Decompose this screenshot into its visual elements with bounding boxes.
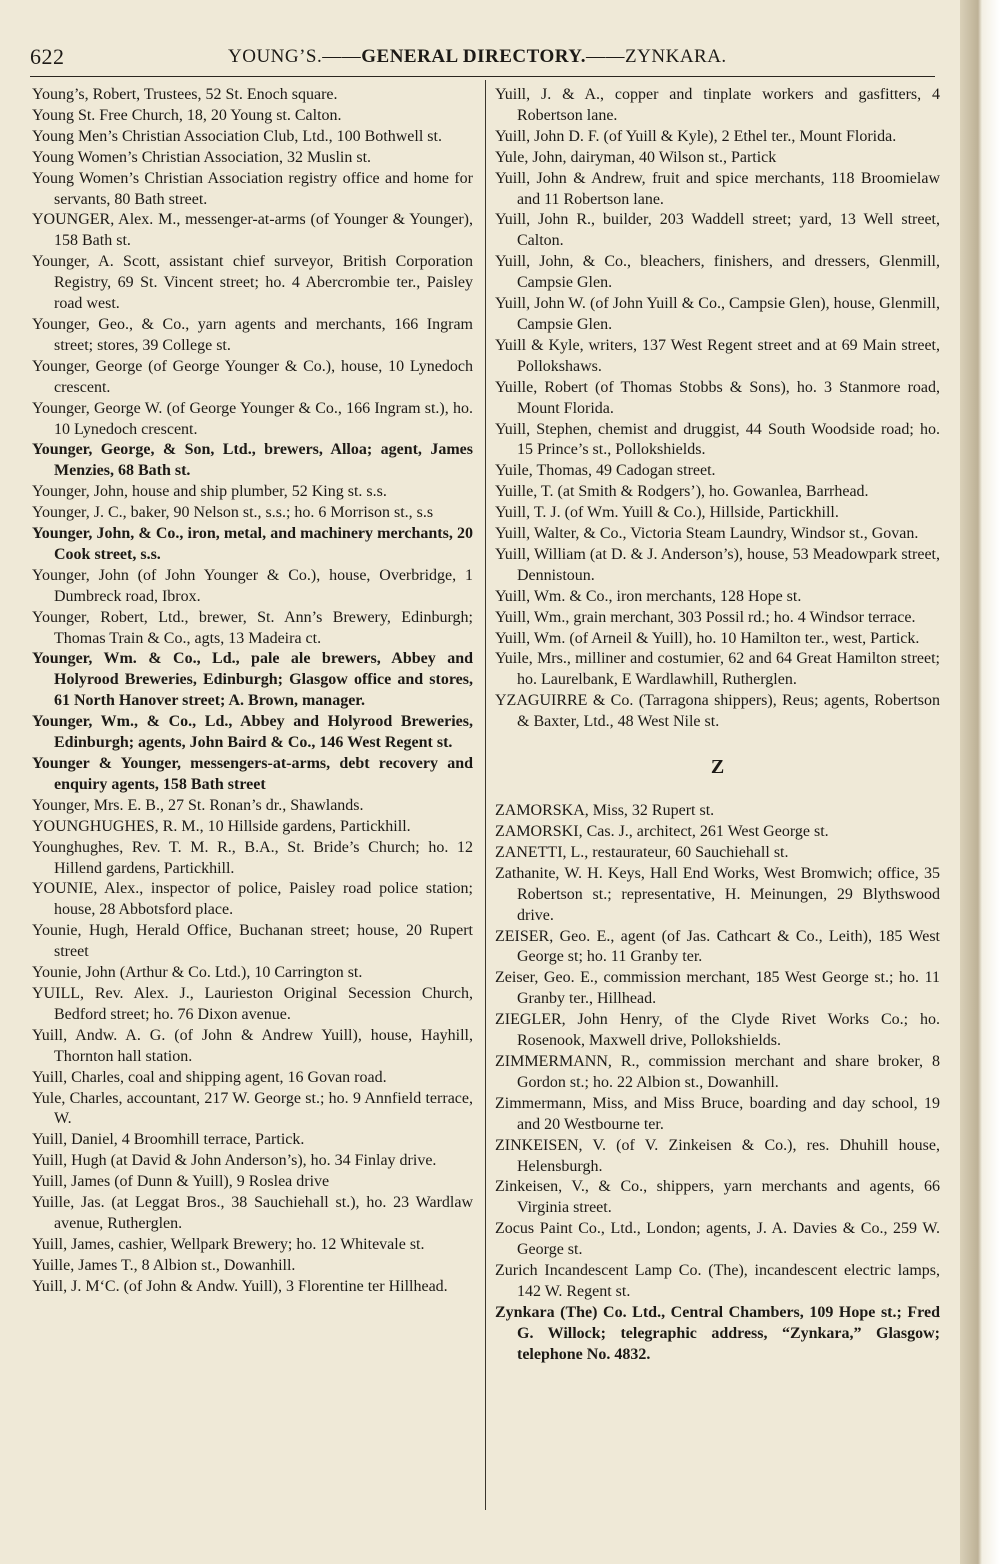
running-head xyxy=(228,46,727,68)
directory-entry: Zurich Incandescent Lamp Co. (The), incandescent electric lamps, 142 W. Regent st. xyxy=(495,1262,940,1300)
directory-entry: Zimmermann, Miss, and Miss Bruce, boarding and day school, 19 and 20 Westbourne ter. xyxy=(495,1094,940,1133)
directory-entry: ZAMORSKA, Miss, 32 Rupert st. xyxy=(495,802,715,820)
directory-entry: Younger, A. Scott, assistant chief surveyor, British Corporation Registry, 69 St. Vincent street; ho. 4 Abercrombie ter., Paisley road west. xyxy=(32,253,473,313)
directory-entry: Yuill, T. J. (of Wm. Yuill & Co.), Hillside, Partickhill. xyxy=(495,504,839,522)
directory-entry: Zeiser, Geo. E., commission merchant, 185 West George st.; ho. 11 Granby ter., Hillhead. xyxy=(495,969,940,1008)
directory-entry: Younie, John (Arthur & Co. Ltd.), 10 Carrington st. xyxy=(32,964,363,982)
header-rule xyxy=(30,76,935,77)
directory-entry: YOUNGHUGHES, R. M., 10 Hillside gardens, Partickhill. xyxy=(32,817,411,835)
running-head-right-word: ZYNKARA. xyxy=(625,46,727,67)
directory-entry: Younie, Hugh, Herald Office, Buchanan street; house, 20 Rupert street xyxy=(32,922,473,961)
directory-entry: Young Women’s Christian Association registry office and home for servants, 80 Bath street. xyxy=(32,169,473,208)
directory-entry: Younger, John (of John Younger & Co.), house, Overbridge, 1 Dumbreck road, Ibrox. xyxy=(32,566,473,605)
directory-entry-bold: Zynkara (The) Co. Ltd., Central Chambers, 109 Hope st.; Fred G. Willock; telegraphic address, “Zynkara,” Glasgow; telephone No. 4832. xyxy=(495,1303,940,1363)
directory-entry: Yuille, James T., 8 Albion st., Dowanhill. xyxy=(32,1256,296,1274)
directory-entry-bold: Younger, George, & Son, Ltd., brewers, Alloa; agent, James Menzies, 68 Bath st. xyxy=(32,441,473,480)
section-letter-heading: Z xyxy=(710,756,725,779)
directory-entry: Yuille, T. (at Smith & Rodgers’), ho. Gowanlea, Barrhead. xyxy=(495,483,869,501)
directory-entry: Yuill & Kyle, writers, 137 West Regent street and at 69 Main street, Pollokshaws. xyxy=(495,336,940,375)
directory-entry: Younger, Robert, Ltd., brewer, St. Ann’s Brewery, Edinburgh; Thomas Train & Co., agts, 13 Madeira ct. xyxy=(32,608,473,647)
directory-entry: Younghughes, Rev. T. M. R., B.A., St. Bride’s Church; ho. 12 Hillend gardens, Partickhill. xyxy=(32,838,473,877)
directory-entry: Younger, George W. (of George Younger & Co., 166 Ingram st.), ho. 10 Lynedoch crescent. xyxy=(32,399,473,438)
page-number: 622 xyxy=(30,44,65,69)
directory-entry-bold: Younger & Younger, messengers-at-arms, debt recovery and enquiry agents, 158 Bath street xyxy=(32,755,473,793)
directory-entry: Yuill, William (at D. & J. Anderson’s), house, 53 Meadowpark street, Dennistoun. xyxy=(495,545,940,584)
directory-entry: Yuill, J. M‘C. (of John & Andw. Yuill), 3 Florentine ter Hillhead. xyxy=(32,1277,448,1295)
directory-entry: Young Men’s Christian Association Club, Ltd., 100 Bothwell st. xyxy=(32,127,442,145)
directory-entry: Yuill, John, & Co., bleachers, finishers, and dressers, Glenmill, Campsie Glen. xyxy=(495,253,940,292)
directory-entry: Young St. Free Church, 18, 20 Young st. Calton. xyxy=(32,106,342,124)
directory-entry: YOUNGER, Alex. M., messenger-at-arms (of Younger & Younger), 158 Bath st. xyxy=(32,211,473,250)
directory-entry: Zathanite, W. H. Keys, Hall End Works, West Bromwich; office, 35 Robertson st.; representative, H. Meinungen, 29 Blythswood drive. xyxy=(495,864,940,924)
right-column xyxy=(495,85,940,1366)
directory-entry-bold: Younger, Wm. & Co., Ld., pale ale brewers, Abbey and Holyrood Breweries, Edinburgh; Glasgow office and stores, 61 North Hanover street; A. Brown, manager. xyxy=(32,650,473,710)
running-head-dash: —— xyxy=(586,46,626,67)
directory-entry: Yuill, John R., builder, 203 Waddell street; yard, 13 Well street, Calton. xyxy=(495,211,940,250)
directory-entry: Yuill, Walter, & Co., Victoria Steam Laundry, Windsor st., Govan. xyxy=(495,525,919,543)
running-head-dash: —— xyxy=(322,46,362,67)
directory-entry: Younger, George (of George Younger & Co.), house, 10 Lynedoch crescent. xyxy=(32,357,473,396)
directory-entry: Yuill, John W. (of John Yuill & Co., Campsie Glen), house, Glenmill, Campsie Glen. xyxy=(495,295,940,333)
directory-entry: Younger, John, house and ship plumber, 52 King st. s.s. xyxy=(32,483,387,501)
directory-entry: Yuill, Andw. A. G. (of John & Andrew Yuill), house, Hayhill, Thornton hall station. xyxy=(32,1026,473,1065)
directory-entry: Yule, John, dairyman, 40 Wilson st., Partick xyxy=(495,148,777,166)
directory-entry: Yuill, James (of Dunn & Yuill), 9 Roslea drive xyxy=(32,1173,330,1191)
directory-entry: Yuill, Hugh (at David & John Anderson’s), ho. 34 Finlay drive. xyxy=(32,1152,437,1170)
directory-entry: Yuill, J. & A., copper and tinplate workers and gasfitters, 4 Robertson lane. xyxy=(495,86,940,124)
directory-entry: Yuile, Thomas, 49 Cadogan street. xyxy=(495,462,716,480)
directory-entry: Yuill, James, cashier, Wellpark Brewery; ho. 12 Whitevale st. xyxy=(32,1235,425,1253)
directory-entry: Yuill, Wm., grain merchant, 303 Possil rd.; ho. 4 Windsor terrace. xyxy=(495,608,916,626)
directory-entry: Yuill, John & Andrew, fruit and spice merchants, 118 Broomielaw and 11 Robertson lane. xyxy=(495,169,940,208)
directory-entry: Yuill, Wm. & Co., iron merchants, 128 Hope st. xyxy=(495,587,802,605)
directory-entry: Yuill, Wm. (of Arneil & Yuill), ho. 10 Hamilton ter., west, Partick. xyxy=(495,629,920,647)
directory-entry: Yuile, Mrs., milliner and costumier, 62 and 64 Great Hamilton street; ho. Laurelbank, E Wardlawhill, Rutherglen. xyxy=(495,650,940,689)
directory-entry: YUILL, Rev. Alex. J., Laurieston Original Secession Church, Bedford street; ho. 76 Dixon avenue. xyxy=(32,984,473,1023)
directory-entry: Zinkeisen, V., & Co., shippers, yarn merchants and agents, 66 Virginia street. xyxy=(495,1178,940,1217)
directory-entry-bold: Younger, John, & Co., iron, metal, and machinery merchants, 20 Cook street, s.s. xyxy=(32,525,473,563)
running-head-left-word: YOUNG’S. xyxy=(228,46,323,67)
directory-entry: YZAGUIRRE & Co. (Tarragona shippers), Reus; agents, Robertson & Baxter, Ltd., 48 West Nile st. xyxy=(495,692,940,731)
directory-entry: ZEISER, Geo. E., agent (of Jas. Cathcart & Co., Leith), 185 West George st; ho. 11 Granby ter. xyxy=(495,927,940,966)
directory-entry: Younger, Geo., & Co., yarn agents and merchants, 166 Ingram street; stores, 39 College st. xyxy=(32,315,473,354)
directory-entry: Yuill, John D. F. (of Yuill & Kyle), 2 Ethel ter., Mount Florida. xyxy=(495,127,897,145)
directory-entry: Yuille, Robert (of Thomas Stobbs & Sons), ho. 3 Stanmore road, Mount Florida. xyxy=(495,378,940,417)
directory-entry: ZINKEISEN, V. (of V. Zinkeisen & Co.), res. Dhuhill house, Helensburgh. xyxy=(495,1136,940,1175)
book-gutter xyxy=(960,0,1000,1564)
page-header xyxy=(30,44,940,74)
directory-entry: ZANETTI, L., restaurateur, 60 Sauchiehall st. xyxy=(495,843,789,861)
directory-entry: Yuill, Stephen, chemist and druggist, 44 South Woodside road; ho. 15 Prince’s st., Pollokshields. xyxy=(495,420,940,459)
directory-entry: Young’s, Robert, Trustees, 52 St. Enoch square. xyxy=(32,86,338,103)
directory-entry-bold: Younger, Wm., & Co., Ld., Abbey and Holyrood Breweries, Edinburgh; agents, John Baird & Co., 146 West Regent st. xyxy=(32,713,473,752)
left-column xyxy=(32,85,473,1298)
directory-entry: Yuille, Jas. (at Leggat Bros., 38 Sauchiehall st.), ho. 23 Wardlaw avenue, Rutherglen. xyxy=(32,1194,473,1232)
directory-entry: Zocus Paint Co., Ltd., London; agents, J. A. Davies & Co., 259 W. George st. xyxy=(495,1220,940,1259)
column-divider xyxy=(485,80,486,1510)
directory-entry: ZIEGLER, John Henry, of the Clyde Rivet Works Co.; ho. Rosenook, Maxwell drive, Pollokshields. xyxy=(495,1011,940,1050)
directory-entry: ZIMMERMANN, R., commission merchant and share broker, 8 Gordon st.; ho. 22 Albion st., Dowanhill. xyxy=(495,1052,940,1091)
directory-entry: YOUNIE, Alex., inspector of police, Paisley road police station; house, 28 Abbotsford place. xyxy=(32,880,473,919)
directory-entry: Yule, Charles, accountant, 217 W. George st.; ho. 9 Annfield terrace, W. xyxy=(32,1089,473,1128)
directory-entry: Yuill, Daniel, 4 Broomhill terrace, Partick. xyxy=(32,1131,305,1149)
directory-entry: Young Women’s Christian Association, 32 Muslin st. xyxy=(32,148,372,166)
running-head-title: GENERAL DIRECTORY. xyxy=(361,46,587,67)
directory-entry: ZAMORSKI, Cas. J., architect, 261 West George st. xyxy=(495,823,829,840)
directory-entry: Younger, Mrs. E. B., 27 St. Ronan’s dr., Shawlands. xyxy=(32,796,364,814)
directory-entry: Yuill, Charles, coal and shipping agent, 16 Govan road. xyxy=(32,1068,387,1086)
directory-entry: Younger, J. C., baker, 90 Nelson st., s.s.; ho. 6 Morrison st., s.s xyxy=(32,504,434,522)
